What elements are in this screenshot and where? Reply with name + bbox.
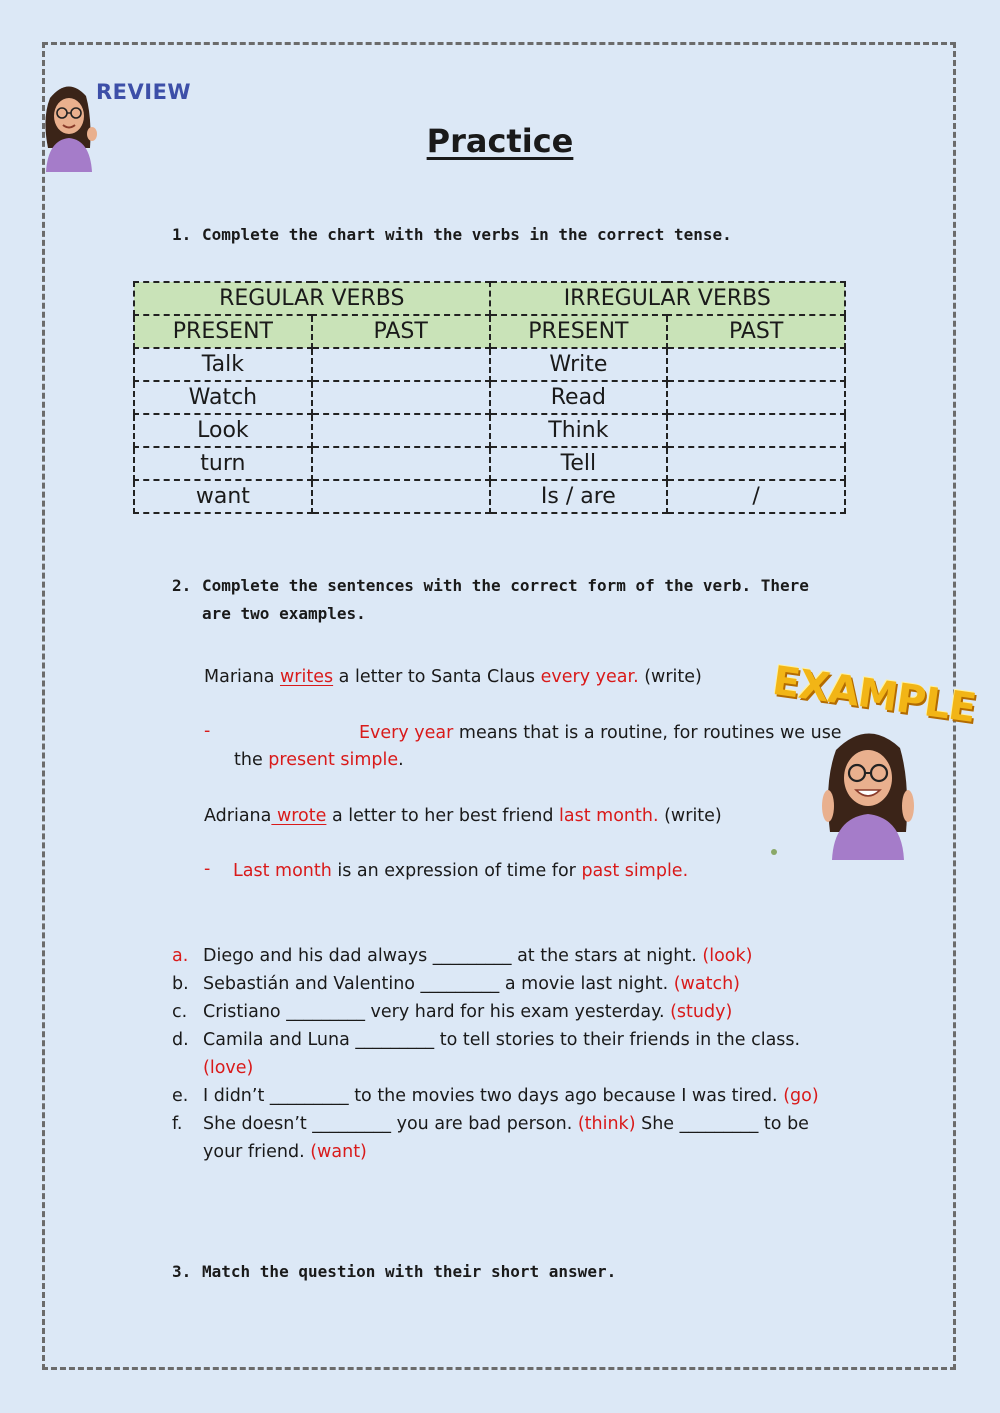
irregular-past-cell[interactable] (667, 447, 845, 480)
decorative-dot (771, 849, 777, 855)
irregular-present-cell: Is / are (490, 480, 668, 513)
list-item: a. Diego and his dad always _________ at the stars at night. (look) (172, 946, 753, 966)
sub-header: PRESENT (490, 315, 668, 348)
irregular-past-cell[interactable] (667, 414, 845, 447)
regular-present-cell: Talk (134, 348, 312, 381)
irregular-past-cell[interactable] (667, 381, 845, 414)
regular-present-cell: turn (134, 447, 312, 480)
irregular-present-cell: Think (490, 414, 668, 447)
exercise-list (172, 942, 832, 1166)
page-title: Practice (426, 122, 574, 160)
table-row (134, 447, 845, 480)
verb-chart (133, 281, 846, 514)
table-row (134, 381, 845, 414)
list-item: e. I didn’t _________ to the movies two days ago because I was tired. (go) (172, 1086, 819, 1106)
regular-present-cell: Look (134, 414, 312, 447)
table-row (134, 414, 845, 447)
irregular-present-cell: Write (490, 348, 668, 381)
table-row (134, 348, 845, 381)
example-sentence-1: Mariana writes a letter to Santa Claus every year. (write) (204, 667, 702, 687)
list-item: b. Sebastián and Valentino _________ a movie last night. (watch) (172, 974, 741, 994)
sub-header: PRESENT (134, 315, 312, 348)
group-header-irregular: IRREGULAR VERBS (490, 282, 846, 315)
irregular-past-cell[interactable]: / (667, 480, 845, 513)
review-label: REVIEW (96, 80, 192, 104)
list-item: f. She doesn’t _________ you are bad person. (think) She _________ to be your friend. (want) (172, 1114, 809, 1162)
example-note-2: Last month is an expression of time for past simple. (233, 861, 689, 881)
regular-present-cell: Watch (134, 381, 312, 414)
regular-past-cell[interactable] (312, 381, 490, 414)
regular-past-cell[interactable] (312, 480, 490, 513)
irregular-past-cell[interactable] (667, 348, 845, 381)
example-sentence-2: Adriana wrote a letter to her best friend last month. (write) (204, 806, 722, 826)
irregular-present-cell: Read (490, 381, 668, 414)
table-row (134, 480, 845, 513)
list-item: c. Cristiano _________ very hard for his exam yesterday. (study) (172, 1002, 733, 1022)
section3-instruction: 3. Match the question with their short answer. (172, 1262, 617, 1281)
section1-instruction: 1. Complete the chart with the verbs in the correct tense. (172, 225, 732, 244)
sub-header: PAST (667, 315, 845, 348)
group-header-regular: REGULAR VERBS (134, 282, 490, 315)
note-dash: - (204, 721, 211, 741)
example-avatar-icon (818, 722, 918, 860)
regular-past-cell[interactable] (312, 447, 490, 480)
regular-past-cell[interactable] (312, 414, 490, 447)
section2-instruction: 2. Complete the sentences with the correct form of the verb. There are two examples. (172, 576, 809, 623)
example-badge: EXAMPLE (769, 658, 979, 732)
list-item: d. Camila and Luna _________ to tell stories to their friends in the class. (love) (172, 1030, 801, 1078)
regular-present-cell: want (134, 480, 312, 513)
regular-past-cell[interactable] (312, 348, 490, 381)
example-note-1-line1: Every year means that is a routine, for routines we use (359, 723, 842, 743)
sub-header: PAST (312, 315, 490, 348)
note-dash: - (204, 859, 211, 879)
irregular-present-cell: Tell (490, 447, 668, 480)
example-note-1-line2: the present simple. (234, 750, 404, 770)
